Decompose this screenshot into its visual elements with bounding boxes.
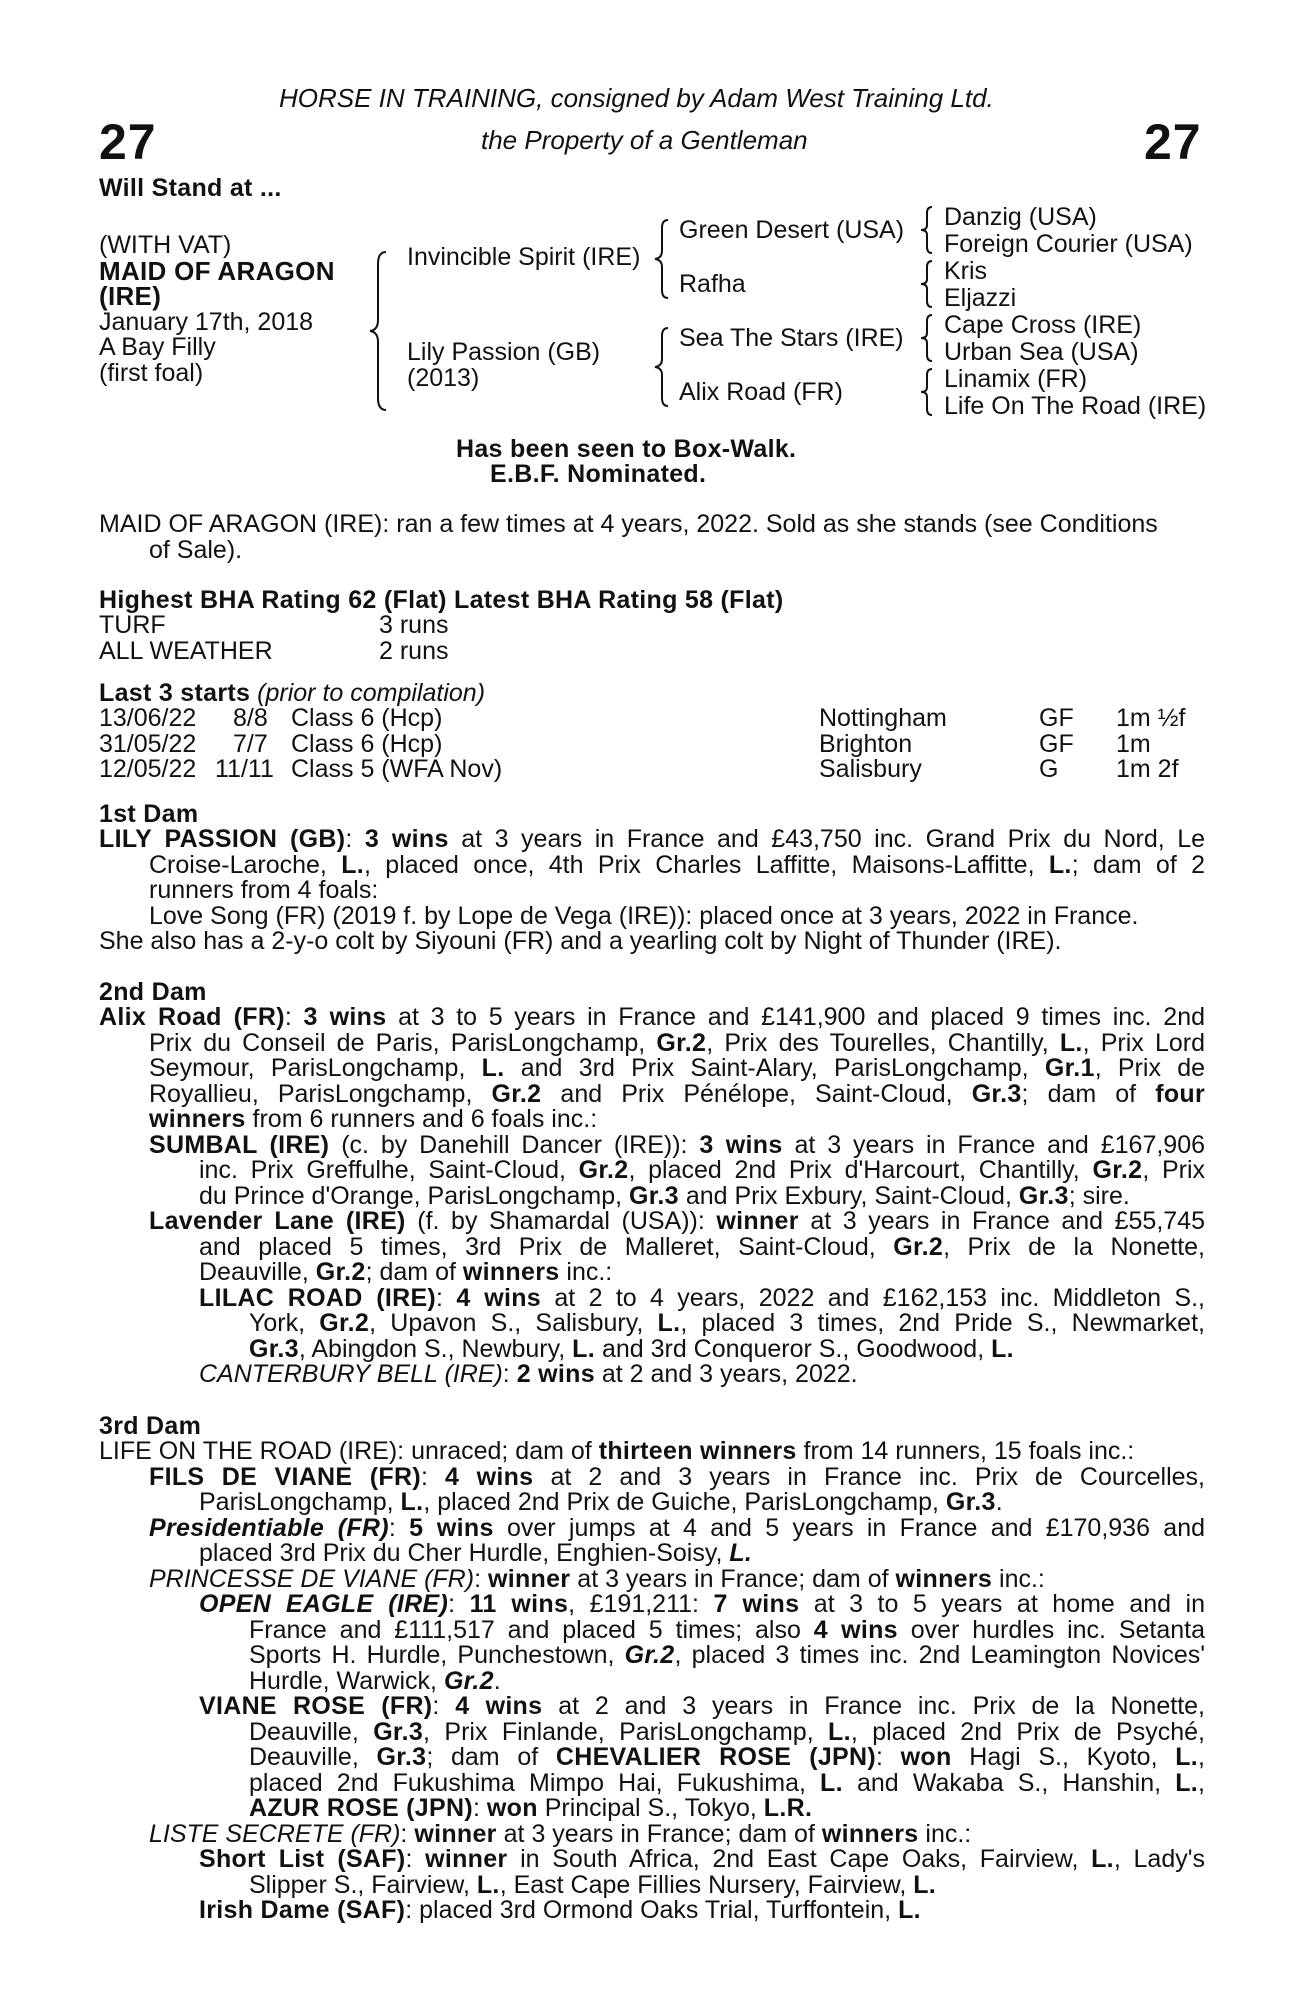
summary-line-2: of Sale). xyxy=(149,535,243,564)
second-dam-line: Prix du Conseil de Paris, ParisLongchamp, Gr.2, Prix des Tourelles, Chantilly, L., Prix Lord xyxy=(149,1028,1205,1057)
granddam-line-4: Eljazzi xyxy=(944,284,1017,312)
sire-dam-name: Rafha xyxy=(679,270,746,298)
produce-entry-viane-rose: AZUR ROSE (JPN): won Principal S., Tokyo, L.R. xyxy=(249,1794,813,1822)
third-dam-section xyxy=(99,1439,1205,1924)
stand-line: Will Stand at ... xyxy=(99,174,282,202)
dam-sire-name: Sea The Stars (IRE) xyxy=(679,324,904,352)
granddam-line-2: Foreign Courier (USA) xyxy=(944,230,1193,258)
second-dam-line: Alix Road (FR): 3 wins at 3 to 5 years in France and £141,900 and placed 9 times inc. 2nd xyxy=(99,1003,1206,1031)
horse-identity xyxy=(99,233,335,386)
horse-name: MAID OF ARAGON xyxy=(99,255,335,286)
granddam-line-6: Urban Sea (USA) xyxy=(944,338,1139,366)
third-dam-line: LIFE ON THE ROAD (IRE): unraced; dam of thirteen winners from 14 runners, 15 foals inc.: xyxy=(99,1437,1135,1465)
produce-entry-short-list: Slipper S., Fairview, L., East Cape Fillies Nursery, Fairview, L. xyxy=(249,1870,937,1899)
produce-entry-viane-rose: Deauville, Gr.3, Prix Finlande, ParisLongchamp, L., placed 2nd Prix de Psyché, xyxy=(249,1717,1205,1746)
granddam-line-7: Linamix (FR) xyxy=(944,365,1088,393)
last-starts-title: Last 3 starts xyxy=(99,679,251,707)
surface-label: ALL WEATHER xyxy=(99,636,273,665)
produce-entry-lavender-lane: Lavender Lane (IRE) (f. by Shamardal (USA)): winner at 3 years in France and £55,745 xyxy=(149,1207,1205,1235)
start-going: GF xyxy=(1039,729,1074,758)
start-position: 11/11 xyxy=(215,755,274,783)
ratings-row xyxy=(99,613,448,639)
produce-entry-fils-de-viane: FILS DE VIANE (FR): 4 wins at 2 and 3 years in France inc. Prix de Courcelles, xyxy=(149,1462,1205,1491)
produce-entry-lavender-lane: and placed 5 times, 3rd Prix de Malleret, Saint-Cloud, Gr.2, Prix de la Nonette, xyxy=(199,1232,1205,1261)
produce-entry-liste-secrete: LISTE SECRETE (FR): winner at 3 years in France; dam of winners inc.: xyxy=(149,1819,972,1848)
pedigree-brace-sire xyxy=(652,218,672,300)
produce-entry-viane-rose: Deauville, Gr.3; dam of CHEVALIER ROSE (JPN): won Hagi S., Kyoto, L., xyxy=(249,1743,1205,1771)
produce-entry-fils-de-viane: ParisLongchamp, L., placed 2nd Prix de Guiche, ParisLongchamp, Gr.3. xyxy=(199,1488,1003,1516)
runs-count: 3 runs xyxy=(379,611,449,639)
start-going: G xyxy=(1039,755,1059,783)
start-going: GF xyxy=(1039,704,1074,732)
second-dam-line: Royallieu, ParisLongchamp, Gr.2 and Prix Pénélope, Saint-Cloud, Gr.3; dam of four xyxy=(149,1079,1206,1108)
property-line: the Property of a Gentleman xyxy=(481,125,808,155)
produce-entry-irish-dame: Irish Dame (SAF): placed 3rd Ormond Oaks Trial, Turffontein, L. xyxy=(199,1896,921,1924)
first-dam-note: She also has a 2-y-o colt by Siyouni (FR) and a yearling colt by Night of Thunder (IRE). xyxy=(99,927,1062,955)
start-course: Brighton xyxy=(819,729,913,758)
sire-name: Invincible Spirit (IRE) xyxy=(407,243,641,271)
second-dam-section xyxy=(99,1005,1205,1388)
pedigree-brace-g3 xyxy=(919,313,935,363)
start-date: 31/05/22 xyxy=(99,729,197,758)
start-course: Salisbury xyxy=(819,755,922,783)
last-starts-table xyxy=(0,706,1314,786)
granddam-line-8: Life On The Road (IRE) xyxy=(944,392,1207,420)
produce-entry-presidentiable: Presidentiable (FR): 5 wins over jumps at 4 and 5 years in France and £170,936 and xyxy=(149,1513,1205,1542)
produce-entry-sumbal: inc. Prix Greffulhe, Saint-Cloud, Gr.2, placed 2nd Prix d'Harcourt, Chantilly, Gr.2, Prix xyxy=(199,1156,1206,1184)
produce-entry-lilac-road: York, Gr.2, Upavon S., Salisbury, L., placed 3 times, 2nd Pride S., Newmarket, xyxy=(249,1309,1205,1337)
ratings-table xyxy=(99,613,448,664)
produce-entry-open-eagle: Sports H. Hurdle, Punchestown, Gr.2, placed 3 times inc. 2nd Leamington Novices' xyxy=(249,1641,1206,1669)
produce-entry-open-eagle: Hurdle, Warwick, Gr.2. xyxy=(249,1666,501,1695)
last-starts-note: (prior to compilation) xyxy=(257,679,486,707)
produce-entry-short-list: Short List (SAF): winner in South Africa, 2nd East Cape Oaks, Fairview, L., Lady's xyxy=(199,1845,1205,1873)
first-dam-section xyxy=(99,827,1205,955)
start-position: 7/7 xyxy=(233,729,268,758)
start-date: 12/05/22 xyxy=(99,755,197,783)
surface-label: TURF xyxy=(99,611,166,639)
start-position: 8/8 xyxy=(233,704,268,732)
second-dam-line: Seymour, ParisLongchamp, L. and 3rd Prix Saint-Alary, ParisLongchamp, Gr.1, Prix de xyxy=(149,1054,1205,1082)
start-class: Class 5 (WFA Nov) xyxy=(291,755,503,783)
produce-entry-canterbury-bell: CANTERBURY BELL (IRE): 2 wins at 2 and 3 years, 2022. xyxy=(199,1360,858,1388)
start-class: Class 6 (Hcp) xyxy=(291,704,443,732)
horse-name-suffix: (IRE) xyxy=(99,281,162,311)
produce-entry-open-eagle: OPEN EAGLE (IRE): 11 wins, £191,211: 7 wins at 3 to 5 years at home and in xyxy=(199,1590,1205,1618)
produce-entry-open-eagle: France and £111,517 and placed 5 times; also 4 wins over hurdles inc. Setanta xyxy=(249,1615,1206,1644)
summary-line-1: MAID OF ARAGON (IRE): ran a few times at 4 years, 2022. Sold as she stands (see Conditions xyxy=(99,510,1158,538)
granddam-line-1: Danzig (USA) xyxy=(944,203,1097,231)
produce-entry-viane-rose: VIANE ROSE (FR): 4 wins at 2 and 3 years in France inc. Prix de la Nonette, xyxy=(199,1692,1205,1720)
dam-dam-name: Alix Road (FR) xyxy=(679,378,843,406)
second-dam-heading: 2nd Dam xyxy=(99,978,207,1006)
last-starts-heading xyxy=(99,681,485,707)
dam-year: (2013) xyxy=(407,364,480,392)
granddam-line-5: Cape Cross (IRE) xyxy=(944,311,1142,339)
ebf-note: E.B.F. Nominated. xyxy=(490,460,707,488)
produce-entry-sumbal: SUMBAL (IRE) (c. by Danehill Dancer (IRE)): 3 wins at 3 years in France and £167,906 xyxy=(149,1130,1205,1159)
start-distance: 1m xyxy=(1116,729,1151,758)
start-course: Nottingham xyxy=(819,704,947,732)
pedigree-brace-main xyxy=(366,250,392,412)
ratings-row xyxy=(99,636,449,665)
first-dam-line: runners from 4 foals: xyxy=(149,876,379,904)
pedigree-brace-g2 xyxy=(919,259,935,309)
produce-entry-lilac-road: LILAC ROAD (IRE): 4 wins at 2 to 4 years, 2022 and £162,153 inc. Middleton S., xyxy=(199,1283,1205,1312)
start-date: 13/06/22 xyxy=(99,704,197,732)
foal-note: (first foal) xyxy=(99,358,204,387)
produce-entry-lavender-lane: Deauville, Gr.2; dam of winners inc.: xyxy=(199,1258,613,1286)
sire-sire-name: Green Desert (USA) xyxy=(679,216,905,244)
consignor-line: HORSE IN TRAINING, consigned by Adam West Training Ltd. xyxy=(279,83,994,113)
foaling-date: January 17th, 2018 xyxy=(99,307,314,336)
produce-entry-viane-rose: placed 2nd Fukushima Mimpo Hai, Fukushima, L. and Wakaba S., Hanshin, L., xyxy=(249,1768,1205,1797)
race-summary xyxy=(99,512,1158,563)
second-dam-line: winners from 6 runners and 6 foals inc.: xyxy=(149,1105,598,1133)
first-dam-produce: Love Song (FR) (2019 f. by Lope de Vega (IRE)): placed once at 3 years, 2022 in France. xyxy=(149,901,1139,930)
ratings-heading: Highest BHA Rating 62 (Flat) Latest BHA Rating 58 (Flat) xyxy=(99,586,784,614)
pedigree-brace-g4 xyxy=(919,367,935,417)
start-distance: 1m 2f xyxy=(1116,755,1179,783)
pedigree-third-generation xyxy=(944,204,1206,420)
start-class: Class 6 (Hcp) xyxy=(291,729,443,758)
first-dam-line: LILY PASSION (GB): 3 wins at 3 years in France and £43,750 inc. Grand Prix du Nord, Le xyxy=(99,825,1206,853)
granddam-line-3: Kris xyxy=(944,257,988,285)
horse-description: A Bay Filly xyxy=(99,333,216,361)
start-distance: 1m ½f xyxy=(1116,704,1186,732)
pedigree-brace-dam xyxy=(652,326,672,408)
produce-entry-presidentiable: placed 3rd Prix du Cher Hurdle, Enghien-Soisy, L. xyxy=(199,1539,753,1567)
produce-entry-princesse-de-viane: PRINCESSE DE VIANE (FR): winner at 3 years in France; dam of winners inc.: xyxy=(149,1564,1045,1593)
runs-count: 2 runs xyxy=(379,636,449,665)
lot-number-left: 27 xyxy=(99,114,157,170)
produce-entry-sumbal: du Prince d'Orange, ParisLongchamp, Gr.3 and Prix Exbury, Saint-Cloud, Gr.3; sire. xyxy=(199,1181,1130,1210)
vat-note: (WITH VAT) xyxy=(99,231,232,259)
dam-name: Lily Passion (GB) xyxy=(407,338,601,366)
first-dam-line: Croise-Laroche, L., placed once, 4th Prix Charles Laffitte, Maisons-Laffitte, L.; dam of 2 xyxy=(149,850,1205,879)
box-walk-note: Has been seen to Box-Walk. xyxy=(456,435,797,463)
pedigree-brace-g1 xyxy=(919,205,935,255)
lot-number-right: 27 xyxy=(1144,114,1202,170)
first-dam-heading: 1st Dam xyxy=(99,800,199,828)
third-dam-heading: 3rd Dam xyxy=(99,1412,202,1440)
produce-entry-lilac-road: Gr.3, Abingdon S., Newbury, L. and 3rd Conqueror S., Goodwood, L. xyxy=(249,1334,1014,1363)
